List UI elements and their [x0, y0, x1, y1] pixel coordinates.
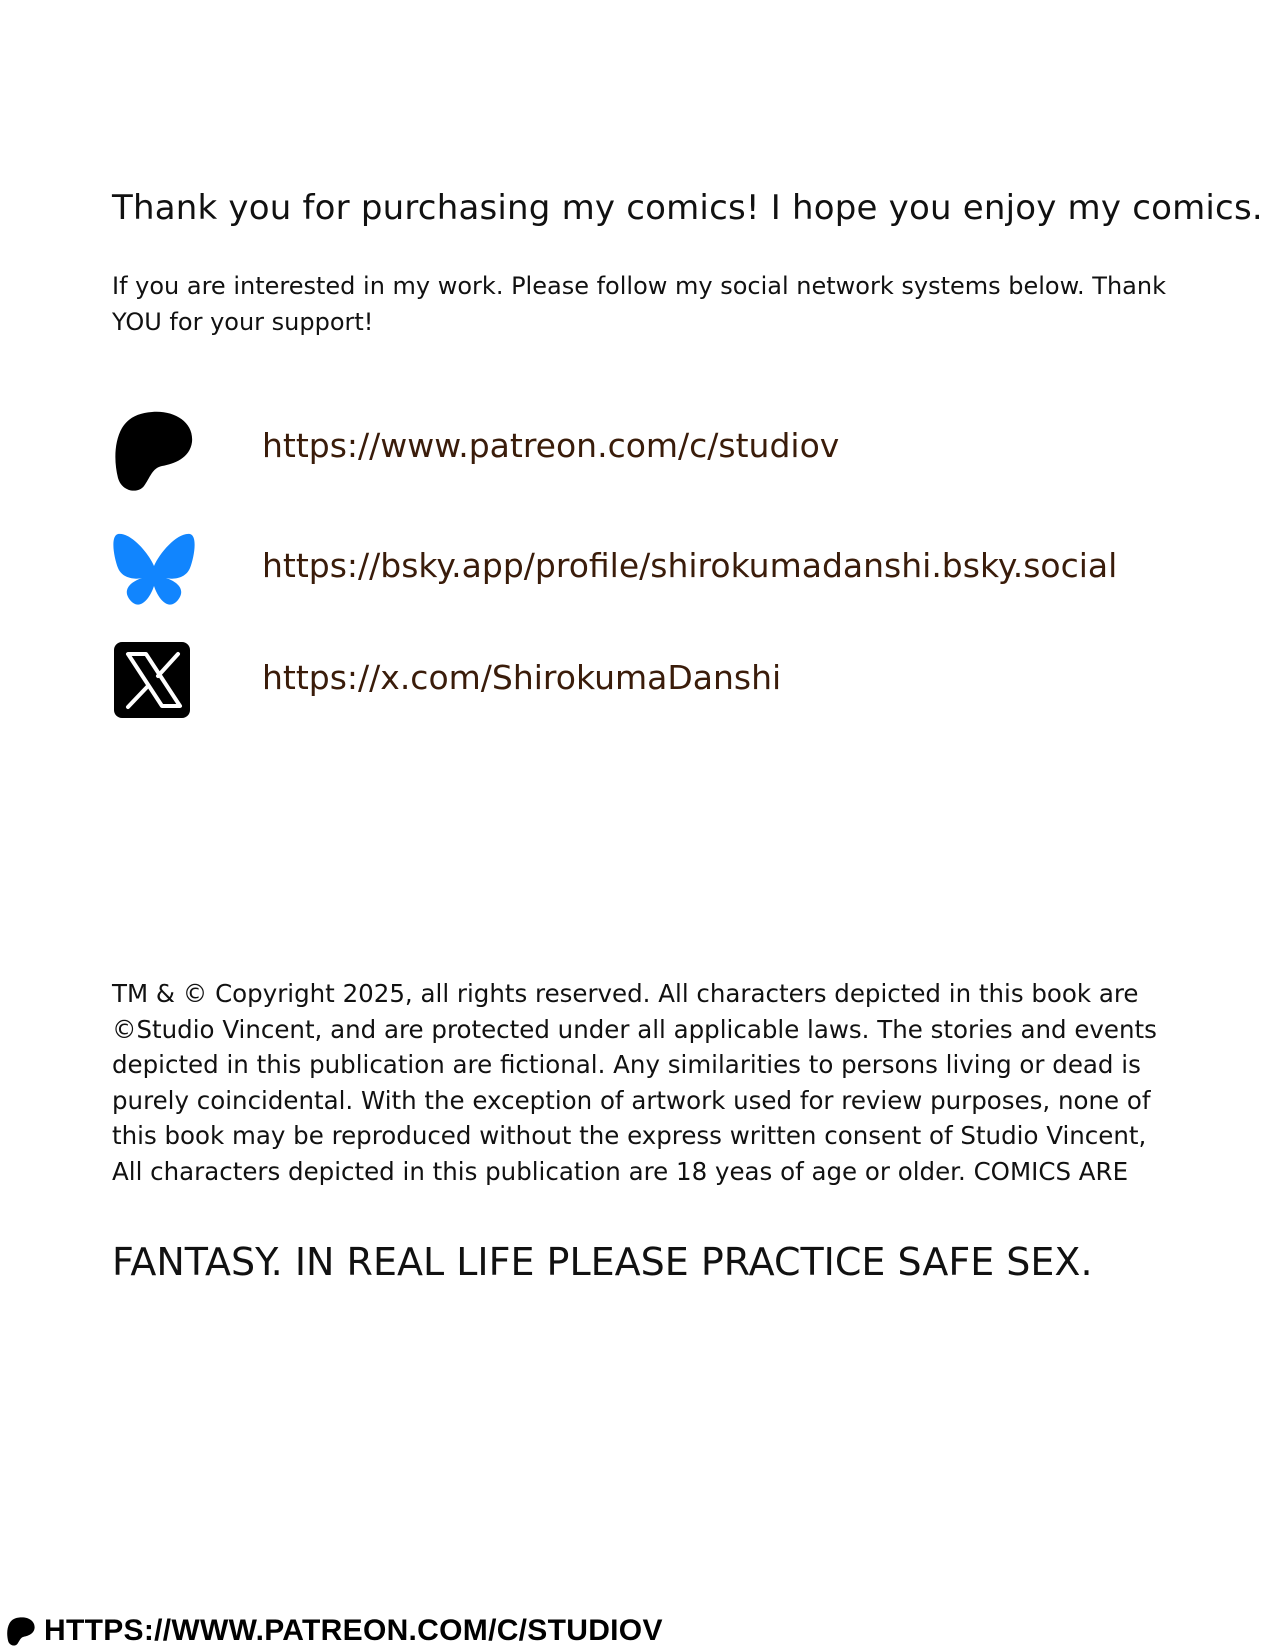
- social-row-bluesky: [112, 528, 1212, 612]
- x-logo-icon: [112, 640, 196, 724]
- social-row-patreon: [112, 408, 1212, 492]
- patreon-link[interactable]: https://www.patreon.com/c/studiov: [262, 426, 840, 465]
- footer-patreon-url[interactable]: HTTPS://WWW.PATREON.COM/C/STUDIOV: [44, 1614, 663, 1647]
- patreon-icon: [112, 408, 196, 492]
- patreon-icon: [6, 1616, 36, 1646]
- thanks-heading: Thank you for purchasing my comics! I hope you enjoy my comics.: [112, 188, 1263, 228]
- fantasy-notice: FANTASY. IN REAL LIFE PLEASE PRACTICE SAFE SEX.: [112, 1240, 1093, 1284]
- bluesky-link[interactable]: https://bsky.app/profile/shirokumadanshi.bsky.social: [262, 546, 1118, 585]
- intro-text: If you are interested in my work. Please follow my social network systems below. Thank YOU for your support!: [112, 272, 1166, 336]
- social-row-x: [112, 640, 1212, 724]
- x-link[interactable]: https://x.com/ShirokumaDanshi: [262, 658, 782, 697]
- copyright-notice: TM & © Copyright 2025, all rights reserved. All characters depicted in this book are ©Studio Vincent, and are protected under all applicable laws. The stories and events depicted in this publication are fictional. Any similarities to persons living or dead is purely coincidental. With the exception of artwork used for review purposes, none of this book may be reproduced without the express written consent of Studio Vincent, All characters depicted in this publication are 18 yeas of age or older. COMICS ARE: [112, 979, 1157, 1186]
- footer: [6, 1612, 906, 1648]
- bluesky-butterfly-icon: [112, 528, 196, 612]
